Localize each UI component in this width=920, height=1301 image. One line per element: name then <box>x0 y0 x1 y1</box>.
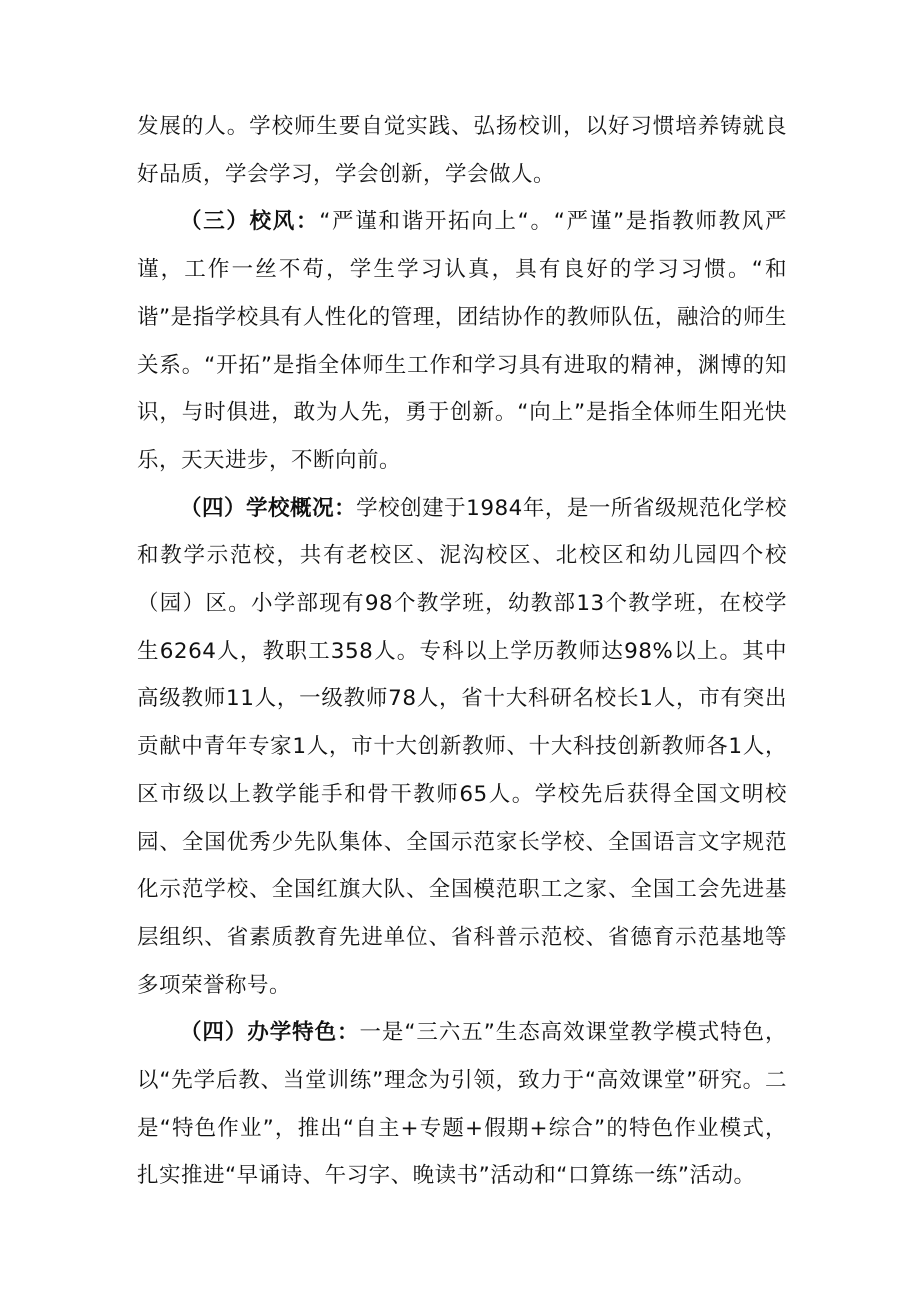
section-heading-school-features: （四）办学特色： <box>180 1020 360 1046</box>
paragraph-school-features <box>137 1009 787 1200</box>
document-page <box>137 103 787 1200</box>
paragraph-body: 学校创建于1984年，是一所省级规范化学校和教学示范校，共有老校区、泥沟校区、北校区和幼儿园四个校（园）区。小学部现有98个教学班，幼教部13个教学班，在校学生6264人，教职工358人。专科以上学历教师达98%以上。其中高级教师11人，一级教师78人，省十大科研名校长1人，市有突出贡献中青年专家1人，市十大创新教师、十大科技创新教师各1人，区市级以上教学能手和骨干教师65人。学校先后获得全国文明校园、全国优秀少先队集体、全国示范家长学校、全国语言文字规范化示范学校、全国红旗大队、全国模范职工之家、全国工会先进基层组织、省素质教育先进单位、省科普示范校、省德育示范基地等多项荣誉称号。 <box>137 495 787 998</box>
section-heading-school-style: （三）校风： <box>180 209 320 235</box>
paragraph-school-style <box>137 198 787 484</box>
paragraph-school-overview <box>137 485 787 1010</box>
section-heading-school-overview: （四）学校概况： <box>180 495 357 521</box>
paragraph-body: “严谨和谐开拓向上“。“严谨”是指教师教风严谨，工作一丝不苟，学生学习认真，具有良好的学习习惯。“和谐”是指学校具有人性化的管理，团结协作的教师队伍，融洽的师生关系。“开拓”是指全体师生工作和学习具有进取的精神，渊博的知识，与时俱进，敢为人先，勇于创新。“向上”是指全体师生阳光快乐，天天进步，不断向前。 <box>137 209 787 473</box>
paragraph-body: 一是“三六五”生态高效课堂教学模式特色，以“先学后教、当堂训练”理念为引领，致力于“高效课堂”研究。二是“特色作业”，推出“自主+专题+假期+综合”的特色作业模式，扎实推进“早诵诗、午习字、晚读书”活动和“口算练一练”活动。 <box>137 1020 787 1189</box>
paragraph-continuation <box>137 103 787 198</box>
paragraph-body: 发展的人。学校师生要自觉实践、弘扬校训，以好习惯培养铸就良好品质，学会学习，学会创新，学会做人。 <box>137 114 787 187</box>
